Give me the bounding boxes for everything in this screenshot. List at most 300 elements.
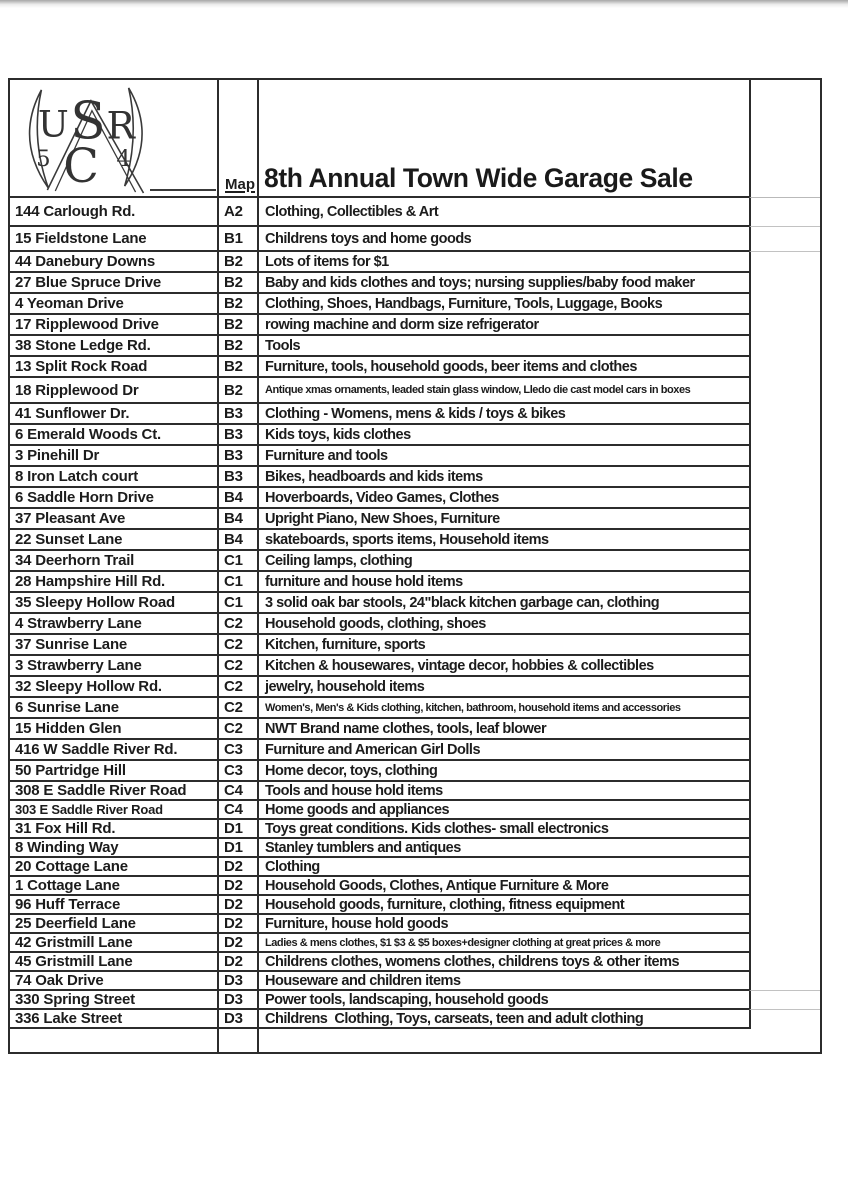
- address-cell: [10, 896, 217, 915]
- spacer-cell: [749, 677, 820, 698]
- map-cell: [217, 336, 257, 357]
- sale-address: 27 Blue Spruce Drive: [15, 274, 162, 291]
- spacer-cell: [749, 446, 820, 467]
- map-cell: [217, 614, 257, 635]
- address-cell: [10, 858, 217, 877]
- spacer-cell: [749, 336, 820, 357]
- table-row: [10, 740, 820, 761]
- address-cell: [10, 991, 217, 1010]
- sale-address: 4 Yeoman Drive: [15, 295, 124, 312]
- table-row: [10, 357, 820, 378]
- table-bottom-filler: [10, 1029, 820, 1052]
- sale-map-code: D3: [224, 972, 243, 989]
- address-cell: [10, 877, 217, 896]
- table-row: [10, 273, 820, 294]
- address-cell: [10, 509, 217, 530]
- items-cell: [257, 572, 749, 593]
- sale-items: NWT Brand name clothes, tools, leaf blower: [265, 720, 547, 737]
- spacer-cell: [749, 858, 820, 877]
- sale-map-code: B3: [224, 405, 243, 422]
- filler-map-cell: [217, 1029, 257, 1052]
- spacer-cell: [749, 915, 820, 934]
- sale-items: Upright Piano, New Shoes, Furniture: [265, 510, 500, 527]
- spacer-cell: [749, 404, 820, 425]
- spacer-cell: [749, 227, 820, 252]
- map-cell: [217, 896, 257, 915]
- sale-address: 18 Ripplewood Dr: [15, 381, 139, 399]
- table-row: [10, 252, 820, 273]
- spacer-cell: [749, 198, 820, 227]
- sale-items: 3 solid oak bar stools, 24"black kitchen garbage can, clothing: [265, 594, 660, 611]
- sale-items: Furniture and American Girl Dolls: [265, 741, 481, 758]
- logo-baseline-rule: [150, 189, 216, 191]
- sale-address: 1 Cottage Lane: [15, 877, 120, 894]
- sale-address: 20 Cottage Lane: [15, 858, 128, 875]
- address-cell: [10, 488, 217, 509]
- address-cell: [10, 273, 217, 294]
- items-cell: [257, 656, 749, 677]
- sale-map-code: C2: [224, 699, 243, 716]
- sale-items: Ceiling lamps, clothing: [265, 552, 413, 569]
- map-cell: [217, 761, 257, 782]
- spacer-cell: [749, 294, 820, 315]
- spacer-cell: [749, 273, 820, 294]
- map-cell: [217, 252, 257, 273]
- items-cell: [257, 934, 749, 953]
- table-row: [10, 488, 820, 509]
- address-cell: [10, 294, 217, 315]
- map-cell: [217, 488, 257, 509]
- spacer-cell: [749, 509, 820, 530]
- map-column-header-label: Map: [225, 176, 255, 193]
- table-row: [10, 953, 820, 972]
- sale-map-code: C4: [224, 801, 243, 818]
- map-cell: [217, 509, 257, 530]
- table-row: [10, 991, 820, 1010]
- sale-map-code: D1: [224, 820, 243, 837]
- sale-map-code: C1: [224, 594, 243, 611]
- map-cell: [217, 972, 257, 991]
- address-cell: [10, 698, 217, 719]
- table-row: [10, 315, 820, 336]
- map-cell: [217, 820, 257, 839]
- spacer-cell: [749, 593, 820, 614]
- spacer-cell: [749, 953, 820, 972]
- sale-map-code: B4: [224, 489, 243, 506]
- spacer-cell: [749, 896, 820, 915]
- items-cell: [257, 953, 749, 972]
- table-row: [10, 839, 820, 858]
- address-cell: [10, 740, 217, 761]
- map-cell: [217, 530, 257, 551]
- table-row: [10, 677, 820, 698]
- spacer-cell: [749, 839, 820, 858]
- map-cell: [217, 656, 257, 677]
- address-cell: [10, 656, 217, 677]
- sale-items: Household Goods, Clothes, Antique Furniture & More: [265, 877, 609, 894]
- spacer-cell: [749, 656, 820, 677]
- spacer-cell: [749, 357, 820, 378]
- table-row: [10, 858, 820, 877]
- sale-address: 15 Fieldstone Lane: [15, 230, 147, 247]
- sale-map-code: D2: [224, 858, 243, 875]
- sale-map-code: C4: [224, 782, 243, 799]
- map-cell: [217, 635, 257, 656]
- sale-items: Hoverboards, Video Games, Clothes: [265, 489, 499, 506]
- sale-map-code: D2: [224, 934, 243, 951]
- items-cell: [257, 719, 749, 740]
- address-cell: [10, 934, 217, 953]
- sale-items: Childrens Clothing, Toys, carseats, teen and adult clothing: [265, 1010, 644, 1027]
- sale-address: 37 Pleasant Ave: [15, 510, 126, 527]
- table-row: [10, 934, 820, 953]
- sale-items: Furniture and tools: [265, 447, 388, 464]
- address-cell: [10, 467, 217, 488]
- sale-address: 308 E Saddle River Road: [15, 782, 187, 799]
- logo-letter-c: C: [63, 139, 99, 194]
- items-cell: [257, 357, 749, 378]
- spacer-cell: [749, 467, 820, 488]
- items-cell: [257, 488, 749, 509]
- map-cell: [217, 877, 257, 896]
- sale-items: Furniture, house hold goods: [265, 915, 449, 932]
- sale-address: 8 Winding Way: [15, 839, 119, 856]
- sale-map-code: B2: [224, 295, 243, 312]
- address-cell: [10, 839, 217, 858]
- sale-address: 144 Carlough Rd.: [15, 203, 136, 220]
- sale-address: 330 Spring Street: [15, 991, 135, 1008]
- address-cell: [10, 915, 217, 934]
- sale-items: Clothing, Shoes, Handbags, Furniture, Tools, Luggage, Books: [265, 295, 663, 312]
- map-cell: [217, 934, 257, 953]
- items-cell: [257, 877, 749, 896]
- map-cell: [217, 782, 257, 801]
- sale-address: 28 Hampshire Hill Rd.: [15, 573, 166, 590]
- map-cell: [217, 467, 257, 488]
- items-cell: [257, 227, 749, 252]
- items-cell: [257, 991, 749, 1010]
- address-cell: [10, 378, 217, 404]
- sale-address: 4 Strawberry Lane: [15, 615, 142, 632]
- map-cell: [217, 378, 257, 404]
- sale-map-code: B3: [224, 426, 243, 443]
- map-cell: [217, 1010, 257, 1029]
- table-row: [10, 614, 820, 635]
- items-cell: [257, 635, 749, 656]
- address-cell: [10, 677, 217, 698]
- sale-address: 13 Split Rock Road: [15, 358, 148, 375]
- sale-map-code: D3: [224, 991, 243, 1008]
- table-row: [10, 530, 820, 551]
- sale-map-code: C2: [224, 657, 243, 674]
- sale-items: Clothing, Collectibles & Art: [265, 203, 439, 220]
- sale-address: 35 Sleepy Hollow Road: [15, 594, 176, 611]
- items-cell: [257, 530, 749, 551]
- sale-map-code: D2: [224, 896, 243, 913]
- map-column-header: [217, 80, 257, 198]
- items-cell: [257, 782, 749, 801]
- address-cell: [10, 227, 217, 252]
- sale-items: Home decor, toys, clothing: [265, 762, 438, 779]
- sale-items: Kitchen, furniture, sports: [265, 636, 426, 653]
- sale-items: Kitchen & housewares, vintage decor, hobbies & collectibles: [265, 657, 654, 674]
- sale-items: rowing machine and dorm size refrigerator: [265, 316, 539, 333]
- header-spacer-cell: [749, 80, 820, 198]
- address-cell: [10, 425, 217, 446]
- sale-address: 34 Deerhorn Trail: [15, 552, 135, 569]
- map-cell: [217, 991, 257, 1010]
- sale-rows: [10, 198, 820, 1029]
- usrc-monogram-logo: [16, 83, 158, 195]
- sale-items: Tools: [265, 337, 301, 354]
- table-row: [10, 509, 820, 530]
- map-cell: [217, 858, 257, 877]
- sale-map-code: C2: [224, 615, 243, 632]
- spacer-cell: [749, 972, 820, 991]
- table-header-row: [10, 80, 820, 198]
- sale-address: 6 Sunrise Lane: [15, 699, 119, 716]
- sale-address: 6 Saddle Horn Drive: [15, 489, 154, 506]
- address-cell: [10, 614, 217, 635]
- table-row: [10, 820, 820, 839]
- items-cell: [257, 551, 749, 572]
- table-row: [10, 294, 820, 315]
- logo-cell: [10, 80, 217, 198]
- table-row: [10, 1010, 820, 1029]
- table-row: [10, 719, 820, 740]
- sale-address: 45 Gristmill Lane: [15, 953, 133, 970]
- items-cell: [257, 801, 749, 820]
- sale-address: 74 Oak Drive: [15, 972, 104, 989]
- map-cell: [217, 677, 257, 698]
- filler-address-cell: [10, 1029, 217, 1052]
- sale-items: Ladies & mens clothes, $1 $3 & $5 boxes+designer clothing at great prices & more: [265, 936, 661, 949]
- spacer-cell: [749, 614, 820, 635]
- sale-address: 8 Iron Latch court: [15, 468, 139, 485]
- sale-address: 41 Sunflower Dr.: [15, 405, 130, 422]
- items-cell: [257, 698, 749, 719]
- sale-address: 96 Huff Terrace: [15, 896, 121, 913]
- sale-map-code: C3: [224, 741, 243, 758]
- sale-address: 336 Lake Street: [15, 1010, 123, 1027]
- map-cell: [217, 446, 257, 467]
- items-cell: [257, 467, 749, 488]
- map-cell: [217, 227, 257, 252]
- map-cell: [217, 953, 257, 972]
- spacer-cell: [749, 991, 820, 1010]
- map-cell: [217, 593, 257, 614]
- sale-items: Toys great conditions. Kids clothes- small electronics: [265, 820, 609, 837]
- sale-address: 32 Sleepy Hollow Rd.: [15, 678, 162, 695]
- items-cell: [257, 614, 749, 635]
- sale-map-code: D2: [224, 953, 243, 970]
- sale-items: Houseware and children items: [265, 972, 461, 989]
- sale-map-code: B3: [224, 468, 243, 485]
- table-row: [10, 782, 820, 801]
- sale-items: Lots of items for $1: [265, 253, 389, 270]
- table-row: [10, 877, 820, 896]
- sale-map-code: D3: [224, 1010, 243, 1027]
- address-cell: [10, 530, 217, 551]
- map-cell: [217, 915, 257, 934]
- sale-map-code: A2: [224, 203, 243, 220]
- items-cell: [257, 896, 749, 915]
- table-row: [10, 404, 820, 425]
- spacer-cell: [749, 572, 820, 593]
- address-cell: [10, 953, 217, 972]
- map-cell: [217, 740, 257, 761]
- sale-items: Childrens toys and home goods: [265, 230, 472, 247]
- table-row: [10, 656, 820, 677]
- items-cell: [257, 425, 749, 446]
- items-cell: [257, 820, 749, 839]
- sale-map-code: C2: [224, 636, 243, 653]
- map-cell: [217, 801, 257, 820]
- sale-address: 44 Danebury Downs: [15, 253, 155, 270]
- address-cell: [10, 572, 217, 593]
- sale-items: Tools and house hold items: [265, 782, 443, 799]
- sale-address: 31 Fox Hill Rd.: [15, 820, 116, 837]
- map-cell: [217, 839, 257, 858]
- sale-map-code: C2: [224, 720, 243, 737]
- sale-address: 50 Partridge Hill: [15, 762, 126, 779]
- address-cell: [10, 972, 217, 991]
- sale-address: 416 W Saddle River Rd.: [15, 741, 178, 758]
- address-cell: [10, 357, 217, 378]
- sale-address: 3 Pinehill Dr: [15, 447, 100, 464]
- garage-sale-table: [8, 78, 822, 1054]
- sale-items: Power tools, landscaping, household goods: [265, 991, 549, 1008]
- items-cell: [257, 404, 749, 425]
- map-cell: [217, 198, 257, 227]
- map-cell: [217, 294, 257, 315]
- sale-items: Clothing - Womens, mens & kids / toys & bikes: [265, 405, 566, 422]
- items-cell: [257, 252, 749, 273]
- sale-map-code: B2: [224, 274, 243, 291]
- sale-map-code: B2: [224, 358, 243, 375]
- address-cell: [10, 336, 217, 357]
- spacer-cell: [749, 1010, 820, 1029]
- table-row: [10, 972, 820, 991]
- sale-map-code: B2: [224, 337, 243, 354]
- spacer-cell: [749, 425, 820, 446]
- sale-map-code: B4: [224, 531, 243, 548]
- items-cell: [257, 677, 749, 698]
- items-cell: [257, 446, 749, 467]
- spacer-cell: [749, 801, 820, 820]
- items-cell: [257, 593, 749, 614]
- map-cell: [217, 572, 257, 593]
- sale-items: Household goods, furniture, clothing, fitness equipment: [265, 896, 625, 913]
- sale-map-code: B2: [224, 253, 243, 270]
- logo-digit-5: 5: [36, 146, 51, 173]
- sale-address: 6 Emerald Woods Ct.: [15, 426, 161, 443]
- map-cell: [217, 719, 257, 740]
- table-row: [10, 801, 820, 820]
- address-cell: [10, 719, 217, 740]
- spacer-cell: [749, 698, 820, 719]
- sale-items: Childrens clothes, womens clothes, childrens toys & other items: [265, 953, 680, 970]
- sale-items: Household goods, clothing, shoes: [265, 615, 486, 632]
- sale-items: Antique xmas ornaments, leaded stain glass window, Lledo die cast model cars in boxes: [265, 384, 691, 396]
- sale-map-code: D1: [224, 839, 243, 856]
- filler-items-cell: [257, 1029, 749, 1052]
- items-cell: [257, 509, 749, 530]
- address-cell: [10, 404, 217, 425]
- items-cell: [257, 915, 749, 934]
- address-cell: [10, 198, 217, 227]
- address-cell: [10, 635, 217, 656]
- address-cell: [10, 1010, 217, 1029]
- map-cell: [217, 698, 257, 719]
- sale-items: Clothing: [265, 858, 320, 875]
- table-row: [10, 227, 820, 252]
- address-cell: [10, 551, 217, 572]
- items-cell: [257, 273, 749, 294]
- sale-items: Women's, Men's & Kids clothing, kitchen, bathroom, household items and accessories: [265, 701, 681, 714]
- logo-letter-s: S: [70, 91, 106, 152]
- address-cell: [10, 782, 217, 801]
- table-row: [10, 378, 820, 404]
- spacer-cell: [749, 635, 820, 656]
- spacer-cell: [749, 530, 820, 551]
- spacer-cell: [749, 761, 820, 782]
- items-cell: [257, 378, 749, 404]
- items-cell: [257, 198, 749, 227]
- address-cell: [10, 801, 217, 820]
- spacer-cell: [749, 934, 820, 953]
- map-cell: [217, 273, 257, 294]
- sale-map-code: C1: [224, 573, 243, 590]
- sale-map-code: B2: [224, 381, 243, 399]
- sale-map-code: B3: [224, 447, 243, 464]
- table-row: [10, 551, 820, 572]
- address-cell: [10, 761, 217, 782]
- address-cell: [10, 446, 217, 467]
- sale-address: 17 Ripplewood Drive: [15, 316, 159, 333]
- spacer-cell: [749, 820, 820, 839]
- address-cell: [10, 820, 217, 839]
- sale-address: 22 Sunset Lane: [15, 531, 123, 548]
- address-cell: [10, 252, 217, 273]
- sale-address: 3 Strawberry Lane: [15, 657, 142, 674]
- sale-items: Kids toys, kids clothes: [265, 426, 411, 443]
- map-cell: [217, 357, 257, 378]
- map-cell: [217, 404, 257, 425]
- table-row: [10, 425, 820, 446]
- sale-items: Home goods and appliances: [265, 801, 450, 818]
- sale-items: Baby and kids clothes and toys; nursing supplies/baby food maker: [265, 274, 695, 291]
- sale-map-code: C1: [224, 552, 243, 569]
- sale-address: 37 Sunrise Lane: [15, 636, 128, 653]
- sale-items: furniture and house hold items: [265, 573, 463, 590]
- sale-map-code: C2: [224, 678, 243, 695]
- spacer-cell: [749, 488, 820, 509]
- spacer-cell: [749, 551, 820, 572]
- scan-edge-shadow: [0, 0, 848, 8]
- logo-digit-4: 4: [116, 146, 131, 173]
- spacer-cell: [749, 315, 820, 336]
- table-row: [10, 896, 820, 915]
- sale-address: 38 Stone Ledge Rd.: [15, 337, 151, 354]
- items-cell: [257, 315, 749, 336]
- sale-map-code: D2: [224, 915, 243, 932]
- spacer-cell: [749, 782, 820, 801]
- items-cell: [257, 1010, 749, 1029]
- sale-map-code: D2: [224, 877, 243, 894]
- title-cell: [257, 80, 749, 198]
- sale-items: Furniture, tools, household goods, beer items and clothes: [265, 358, 637, 375]
